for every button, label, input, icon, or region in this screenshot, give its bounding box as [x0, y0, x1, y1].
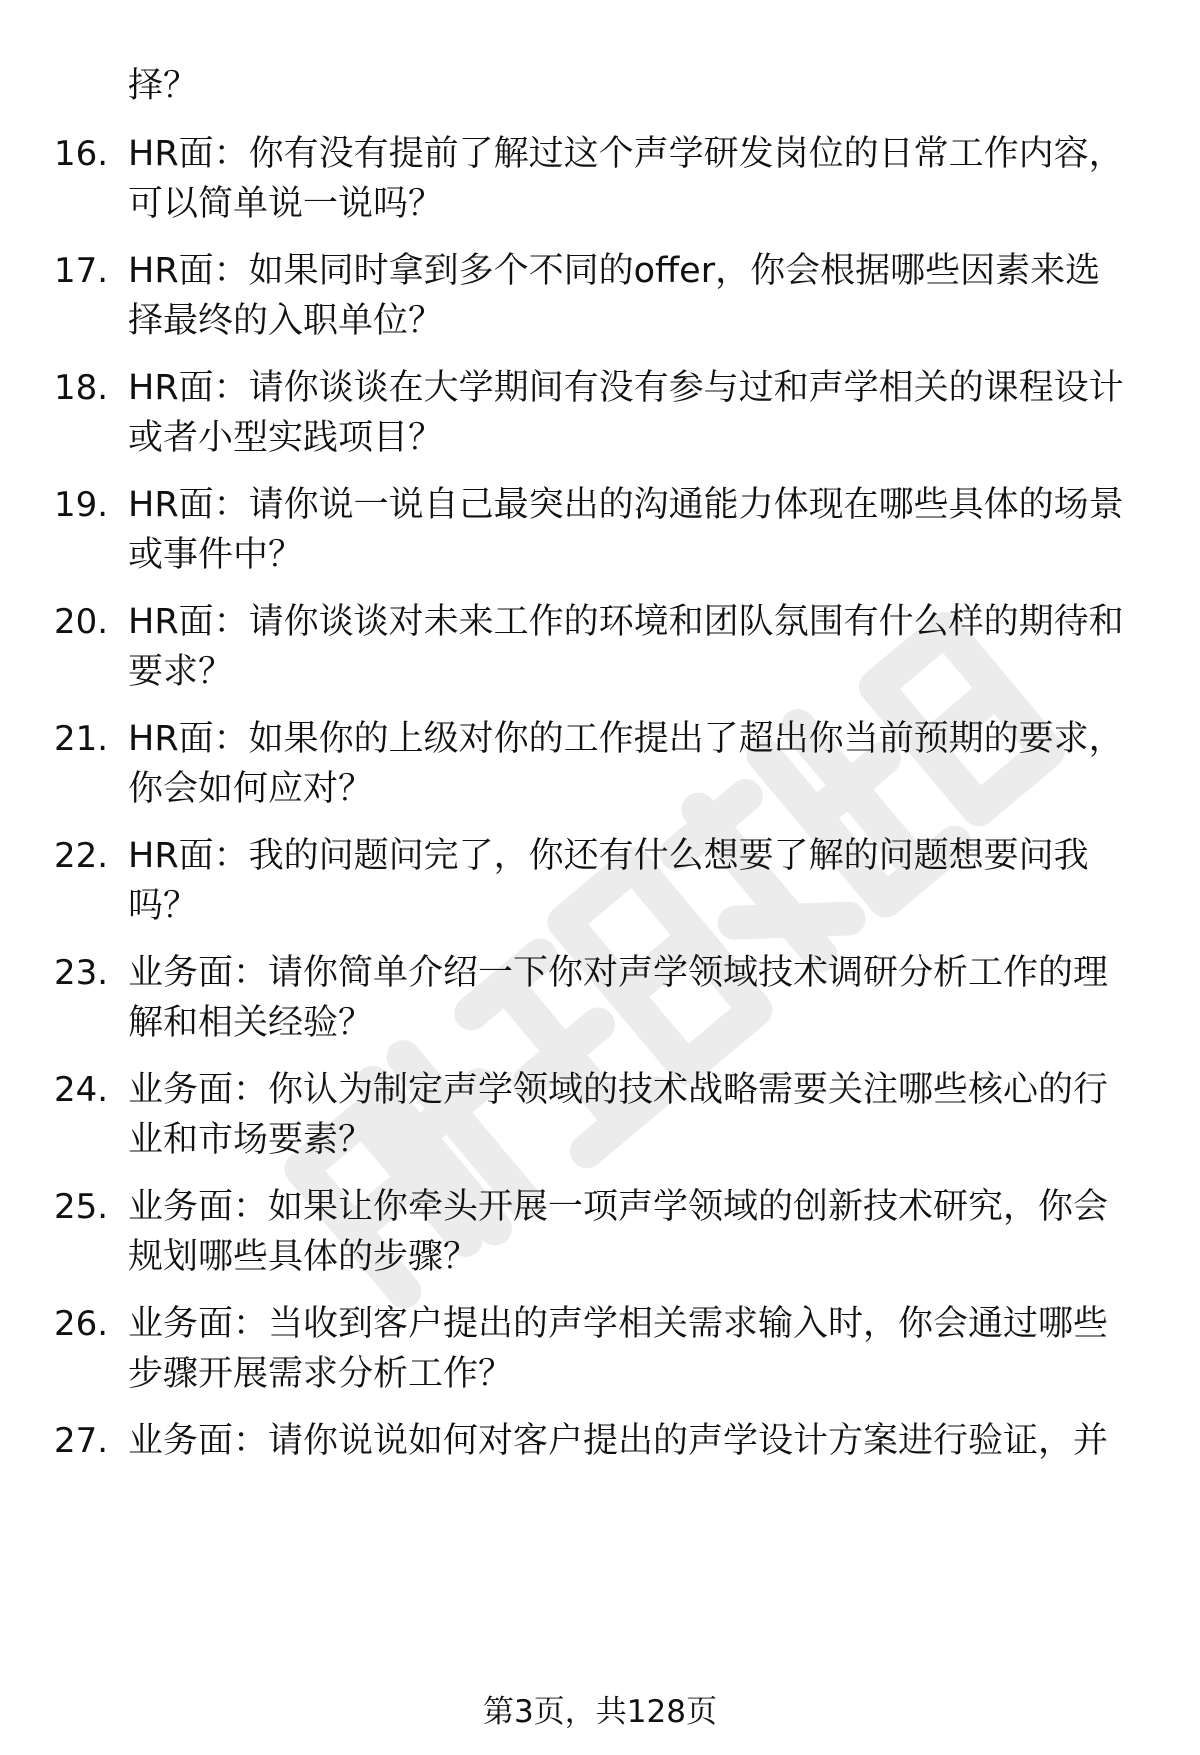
question-text-line-1: 业务面：请你说说如何对客户提出的声学设计方案进行验证，并	[128, 1421, 1109, 1461]
question-text-line-1: 业务面：你认为制定声学领域的技术战略需要关注哪些核心的行	[128, 1070, 1109, 1110]
item-number: 22.	[54, 836, 109, 876]
question-text-line-2: 或者小型实践项目？	[128, 418, 444, 458]
question-text-line-1: HR面：请你谈谈对未来工作的环境和团队氛围有什么样的期待和	[128, 602, 1124, 642]
item-number: 23.	[54, 953, 109, 993]
question-text-line-1: HR面：我的问题问完了，你还有什么想要了解的问题想要问我	[128, 836, 1089, 876]
question-text-line-2: 吗？	[128, 886, 199, 926]
question-text-line-1: 业务面：当收到客户提出的声学相关需求输入时，你会通过哪些	[128, 1304, 1109, 1344]
item-number: 20.	[54, 602, 109, 642]
question-text-line-2: 步骤开展需求分析工作？	[128, 1354, 514, 1394]
page-footer: 第3页，共128页	[483, 1694, 717, 1730]
item-number: 16.	[54, 134, 109, 174]
item-number: 18.	[54, 368, 109, 408]
question-text-line-1: HR面：如果同时拿到多个不同的offer，你会根据哪些因素来选	[128, 251, 1101, 291]
question-text-line-2: 择最终的入职单位？	[128, 301, 444, 341]
item-number: 25.	[54, 1187, 109, 1227]
question-text-line-2: 解和相关经验？	[128, 1003, 374, 1043]
item-number: 17.	[54, 251, 109, 291]
question-text-line-2: 你会如何应对？	[128, 769, 374, 809]
item-number: 26.	[54, 1304, 109, 1344]
item-number: 19.	[54, 485, 109, 525]
question-text-line-1: HR面：你有没有提前了解过这个声学研发岗位的日常工作内容，	[128, 134, 1124, 174]
question-text-line-1: HR面：请你谈谈在大学期间有没有参与过和声学相关的课程设计	[128, 368, 1124, 408]
question-text-line-2: 业和市场要素？	[128, 1120, 374, 1160]
question-text-line-1: 业务面：请你简单介绍一下你对声学领域技术调研分析工作的理	[128, 953, 1109, 993]
question-text-line-2: 可以简单说一说吗？	[128, 184, 444, 224]
item-number: 27.	[54, 1421, 109, 1461]
question-text-line-2: 或事件中？	[128, 535, 304, 575]
question-text-line-1: 业务面：如果让你牵头开展一项声学领域的创新技术研究，你会	[128, 1187, 1109, 1227]
item-number: 24.	[54, 1070, 109, 1110]
question-text-line-1: HR面：如果你的上级对你的工作提出了超出你当前预期的要求，	[128, 719, 1124, 759]
item-number: 21.	[54, 719, 109, 759]
question-text-line-2: 规划哪些具体的步骤？	[128, 1237, 479, 1277]
previous-question-continuation: 择？	[128, 66, 199, 106]
question-text-line-2: 要求？	[128, 652, 234, 692]
question-text-line-1: HR面：请你说一说自己最突出的沟通能力体现在哪些具体的场景	[128, 485, 1124, 525]
